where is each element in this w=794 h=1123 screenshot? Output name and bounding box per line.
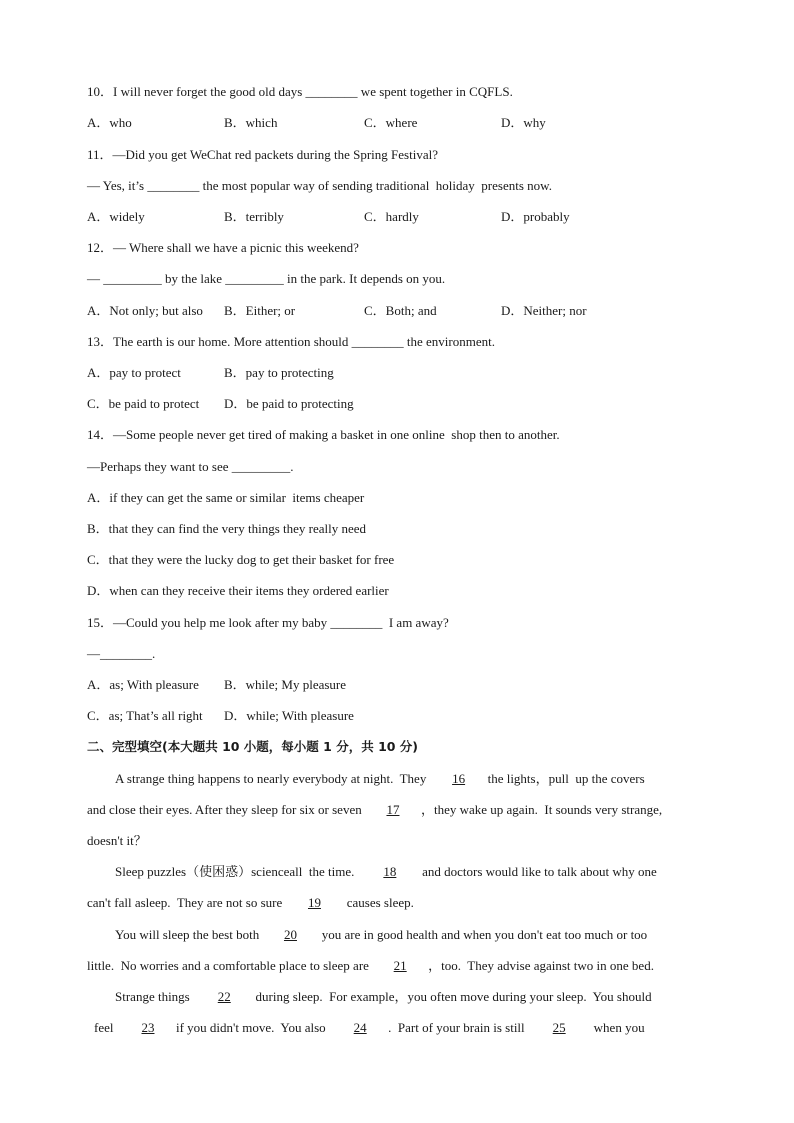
blank-22[interactable]: 22: [217, 989, 231, 1004]
blank-25[interactable]: 25: [552, 1020, 566, 1035]
passage-text: can't fall asleep. They are not so sure: [87, 895, 286, 910]
passage-line: [87, 958, 654, 974]
passage-text: little. No worries and a comfortable place to sleep are: [87, 958, 373, 973]
passage-text: ，they wake up again. It sounds very strange,: [420, 802, 663, 817]
q12-answer-line: — _________ by the lake _________ in the park. It depends on you.: [87, 271, 446, 286]
q13-option-c: C．be paid to protect: [87, 396, 200, 411]
blank-21[interactable]: 21: [393, 958, 407, 973]
q14-option-c: C．that they were the lucky dog to get their basket for free: [87, 552, 395, 567]
passage-line: [94, 1020, 645, 1036]
blank-20[interactable]: 20: [283, 927, 297, 942]
q12-option-a: A．Not only; but also: [87, 303, 203, 318]
passage-text: if you didn't move. You also: [175, 1020, 333, 1035]
q10-option-a: A．who: [87, 115, 132, 130]
q13-option-d: D．be paid to protecting: [224, 396, 354, 411]
passage-text: ，too. They advise against two in one bed.: [428, 958, 654, 973]
q14-answer-line: —Perhaps they want to see _________.: [87, 459, 294, 474]
q15-option-c: C．as; That’s all right: [87, 708, 203, 723]
passage-text: and doctors would like to talk about why one: [418, 864, 657, 879]
q12-option-b: B．Either; or: [224, 303, 296, 318]
passage-text: . Part of your brain is still: [388, 1020, 532, 1035]
passage-text: and close their eyes. After they sleep for six or seven: [87, 802, 365, 817]
q10-option-c: C．where: [364, 115, 418, 130]
passage-text: You will sleep the best both: [115, 927, 263, 942]
q13-option-a: A．pay to protect: [87, 365, 181, 380]
q14-stem: 14．—Some people never get tired of making a basket in one online shop then to another.: [87, 427, 560, 442]
q11-stem: 11．—Did you get WeChat red packets during the Spring Festival?: [87, 147, 438, 162]
passage-line: [87, 895, 414, 911]
q15-option-a: A．as; With pleasure: [87, 677, 199, 692]
q13-stem: 13．The earth is our home. More attention should ________ the environment.: [87, 334, 495, 349]
q13-option-b: B．pay to protecting: [224, 365, 334, 380]
blank-24[interactable]: 24: [353, 1020, 367, 1035]
passage-text: causes sleep.: [343, 895, 414, 910]
passage-line: [115, 989, 652, 1005]
q11-option-d: D．probably: [501, 209, 570, 224]
q15-answer-line: —________.: [87, 646, 156, 661]
passage-text: feel: [94, 1020, 120, 1035]
passage-line: [87, 802, 662, 818]
q12-option-d: D．Neither; nor: [501, 303, 587, 318]
q15-option-b: B．while; My pleasure: [224, 677, 347, 692]
q12-stem: 12．— Where shall we have a picnic this weekend?: [87, 240, 359, 255]
passage-text: during sleep. For example，you often move during your sleep. You should: [252, 989, 652, 1004]
q12-option-c: C．Both; and: [364, 303, 437, 318]
q15-option-d: D．while; With pleasure: [224, 708, 354, 723]
q14-option-a: A．if they can get the same or similar items cheaper: [87, 490, 365, 505]
blank-17[interactable]: 17: [386, 802, 400, 817]
q11-option-a: A．widely: [87, 209, 145, 224]
q14-option-b: B．that they can find the very things they really need: [87, 521, 367, 536]
blank-16[interactable]: 16: [452, 771, 466, 786]
blank-18[interactable]: 18: [383, 864, 397, 879]
q15-stem: 15．—Could you help me look after my baby ________ I am away?: [87, 615, 449, 630]
q14-option-d: D．when can they receive their items they ordered earlier: [87, 583, 389, 598]
passage-line: doesn't it？: [87, 833, 147, 848]
passage-line: [115, 927, 647, 943]
blank-23[interactable]: 23: [141, 1020, 155, 1035]
q11-option-b: B．terribly: [224, 209, 284, 224]
passage-text: you are in good health and when you don't eat too much or too: [318, 927, 648, 942]
q11-option-c: C．hardly: [364, 209, 419, 224]
blank-19[interactable]: 19: [307, 895, 321, 910]
q10-option-d: D．why: [501, 115, 546, 130]
passage-text: A strange thing happens to nearly everybody at night. They: [115, 771, 430, 786]
passage-text: the lights，pull up the covers: [487, 771, 645, 786]
q11-answer-line: — Yes, it’s ________ the most popular way of sending traditional holiday presents now.: [87, 178, 552, 193]
passage-line: [115, 864, 657, 880]
q10-option-b: B．which: [224, 115, 278, 130]
section-2-heading: 二、完型填空(本大题共 10 小题，每小题 1 分，共 10 分): [87, 739, 419, 754]
passage-text: Strange things: [115, 989, 197, 1004]
passage-text: when you: [587, 1020, 645, 1035]
passage-line: [115, 771, 645, 787]
q10-stem: 10．I will never forget the good old days ________ we spent together in CQFLS.: [87, 84, 513, 99]
passage-text: Sleep puzzles（使困惑）scienceall the time.: [115, 864, 361, 879]
